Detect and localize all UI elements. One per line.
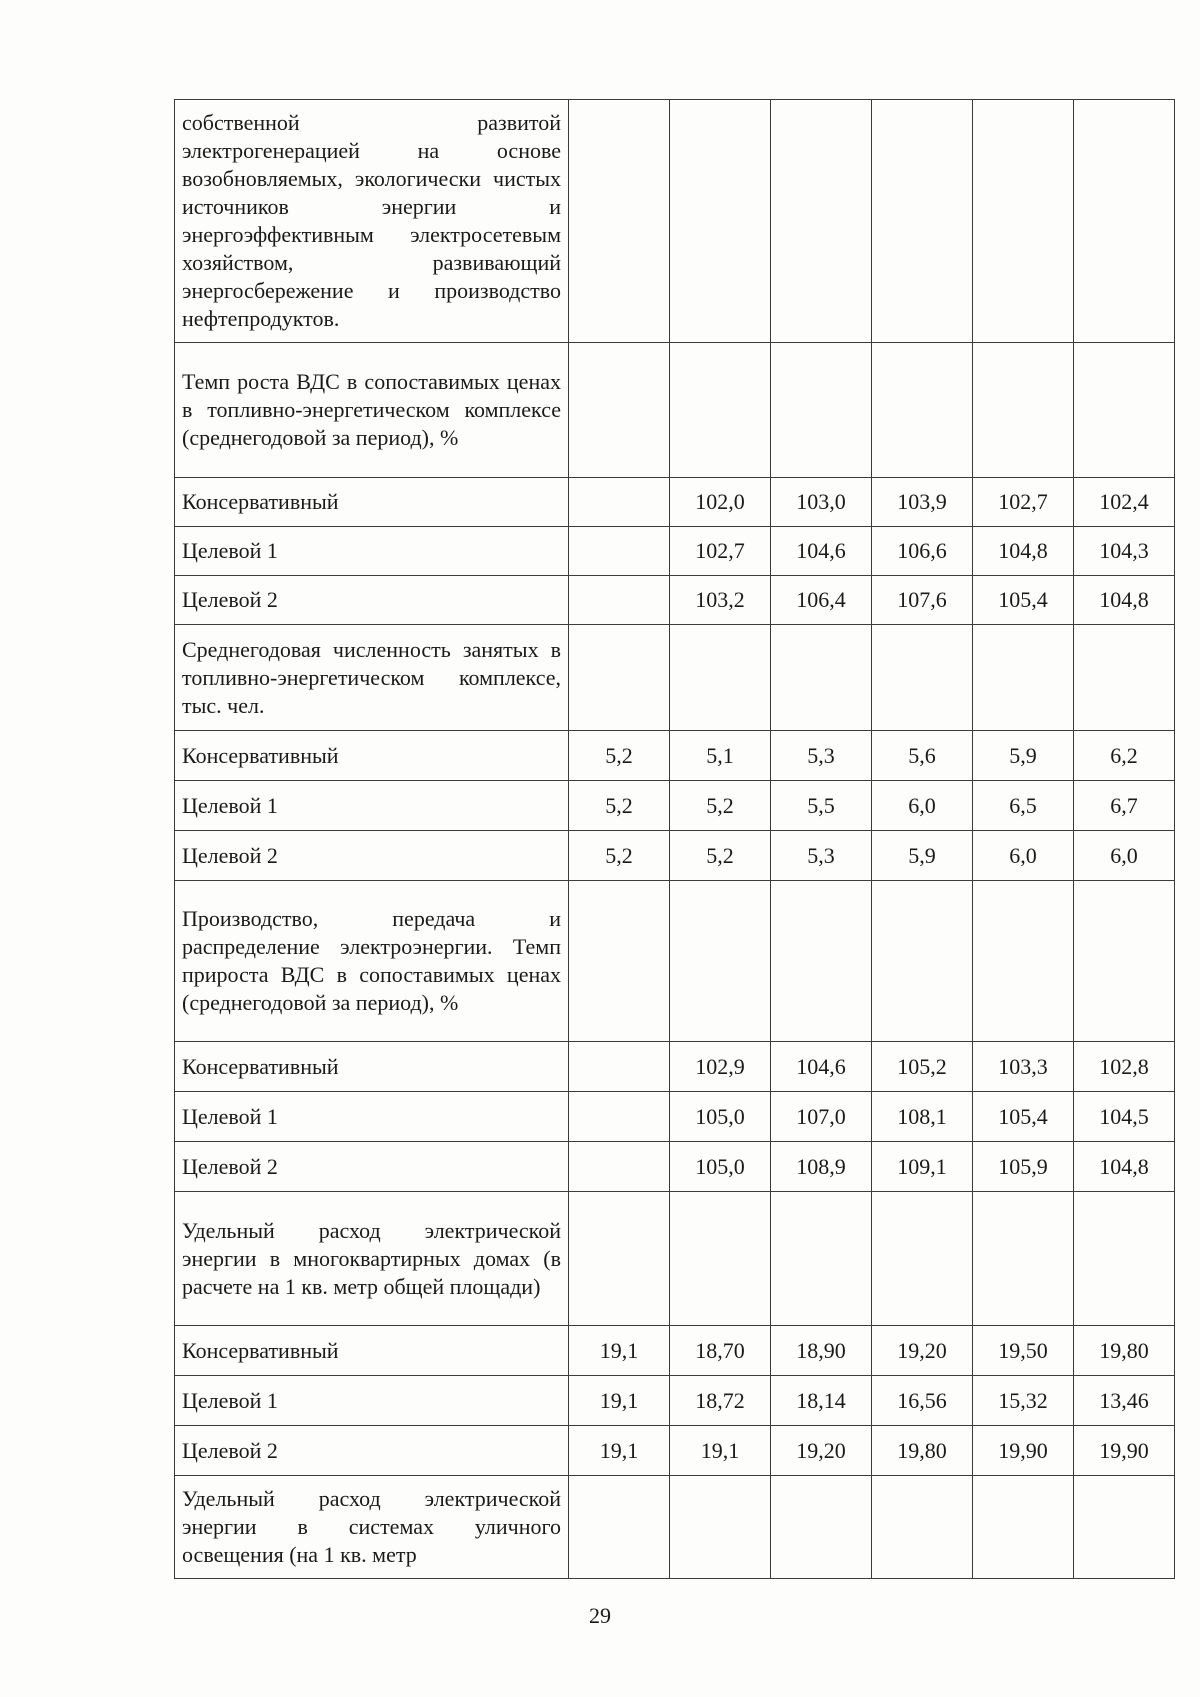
value-cell bbox=[569, 881, 670, 1042]
value-cell: 104,5 bbox=[1074, 1092, 1175, 1142]
value-cell: 5,9 bbox=[973, 731, 1074, 781]
value-cell: 19,20 bbox=[771, 1426, 872, 1476]
scenario-label: Консервативный bbox=[175, 1326, 569, 1376]
value-cell bbox=[569, 1092, 670, 1142]
value-cell bbox=[569, 1142, 670, 1192]
value-cell: 104,3 bbox=[1074, 527, 1175, 576]
indicator-label: Темп роста ВДС в сопоставимых ценах в топливно-энергетическом комплексе (среднегодовой за период), % bbox=[175, 343, 569, 478]
value-cell bbox=[569, 478, 670, 527]
value-cell bbox=[1074, 1192, 1175, 1326]
value-cell bbox=[872, 1476, 973, 1579]
indicator-label: собственной развитой электрогенерацией на основе возобновляемых, экологически чистых источников энергии и энергоэффективным электросетевым хозяйством, развивающий энергосбережение и производство нефтепродуктов. bbox=[175, 100, 569, 343]
value-cell bbox=[670, 343, 771, 478]
value-cell bbox=[569, 100, 670, 343]
value-cell: 18,72 bbox=[670, 1376, 771, 1426]
value-cell: 104,8 bbox=[1074, 576, 1175, 625]
scenario-label: Консервативный bbox=[175, 1042, 569, 1092]
value-cell: 6,0 bbox=[1074, 831, 1175, 881]
value-cell: 19,1 bbox=[569, 1326, 670, 1376]
value-cell bbox=[771, 343, 872, 478]
value-cell bbox=[569, 625, 670, 731]
value-cell bbox=[670, 625, 771, 731]
value-cell bbox=[973, 1192, 1074, 1326]
indicator-row bbox=[175, 1192, 1175, 1326]
value-cell bbox=[569, 576, 670, 625]
value-cell: 6,0 bbox=[872, 781, 973, 831]
value-cell: 19,50 bbox=[973, 1326, 1074, 1376]
value-cell: 18,14 bbox=[771, 1376, 872, 1426]
value-cell bbox=[670, 881, 771, 1042]
value-cell bbox=[973, 100, 1074, 343]
value-cell: 106,6 bbox=[872, 527, 973, 576]
value-cell: 108,9 bbox=[771, 1142, 872, 1192]
table-row bbox=[175, 527, 1175, 576]
table-row bbox=[175, 1426, 1175, 1476]
value-cell bbox=[670, 100, 771, 343]
value-cell: 19,20 bbox=[872, 1326, 973, 1376]
table-row bbox=[175, 781, 1175, 831]
value-cell bbox=[771, 881, 872, 1042]
value-cell: 104,8 bbox=[1074, 1142, 1175, 1192]
value-cell bbox=[771, 100, 872, 343]
table-row bbox=[175, 831, 1175, 881]
value-cell bbox=[771, 1192, 872, 1326]
value-cell bbox=[1074, 100, 1175, 343]
value-cell: 105,0 bbox=[670, 1092, 771, 1142]
value-cell bbox=[771, 1476, 872, 1579]
value-cell: 102,0 bbox=[670, 478, 771, 527]
indicators-table bbox=[174, 99, 1175, 1579]
scenario-label: Целевой 1 bbox=[175, 527, 569, 576]
indicator-row bbox=[175, 625, 1175, 731]
table-row bbox=[175, 1092, 1175, 1142]
scenario-label: Целевой 1 bbox=[175, 1376, 569, 1426]
value-cell bbox=[771, 625, 872, 731]
value-cell: 5,2 bbox=[569, 731, 670, 781]
value-cell: 19,80 bbox=[1074, 1326, 1175, 1376]
value-cell bbox=[872, 1192, 973, 1326]
value-cell: 19,1 bbox=[569, 1376, 670, 1426]
value-cell: 106,4 bbox=[771, 576, 872, 625]
value-cell: 103,2 bbox=[670, 576, 771, 625]
value-cell bbox=[569, 1042, 670, 1092]
value-cell bbox=[670, 1192, 771, 1326]
indicator-label: Среднегодовая численность занятых в топливно-энергетическом комплексе, тыс. чел. bbox=[175, 625, 569, 731]
value-cell: 104,8 bbox=[973, 527, 1074, 576]
value-cell bbox=[569, 1476, 670, 1579]
table-body bbox=[175, 100, 1175, 1579]
value-cell bbox=[1074, 881, 1175, 1042]
value-cell: 5,2 bbox=[670, 831, 771, 881]
table-row bbox=[175, 1042, 1175, 1092]
table-row bbox=[175, 1142, 1175, 1192]
indicator-label: Производство, передача и распределение электроэнергии. Темп прироста ВДС в сопоставимых ценах (среднегодовой за период), % bbox=[175, 881, 569, 1042]
table-row bbox=[175, 1376, 1175, 1426]
value-cell: 19,80 bbox=[872, 1426, 973, 1476]
value-cell bbox=[973, 343, 1074, 478]
value-cell: 19,90 bbox=[1074, 1426, 1175, 1476]
value-cell: 5,2 bbox=[670, 781, 771, 831]
value-cell: 5,2 bbox=[569, 831, 670, 881]
value-cell bbox=[973, 625, 1074, 731]
value-cell: 105,4 bbox=[973, 1092, 1074, 1142]
value-cell: 104,6 bbox=[771, 1042, 872, 1092]
value-cell bbox=[973, 881, 1074, 1042]
indicator-row bbox=[175, 881, 1175, 1042]
table-row bbox=[175, 478, 1175, 527]
value-cell: 5,6 bbox=[872, 731, 973, 781]
value-cell: 102,9 bbox=[670, 1042, 771, 1092]
value-cell: 104,6 bbox=[771, 527, 872, 576]
value-cell: 102,7 bbox=[670, 527, 771, 576]
value-cell: 103,9 bbox=[872, 478, 973, 527]
page-number: 29 bbox=[589, 1603, 611, 1628]
scenario-label: Целевой 2 bbox=[175, 1142, 569, 1192]
value-cell: 105,2 bbox=[872, 1042, 973, 1092]
value-cell: 102,4 bbox=[1074, 478, 1175, 527]
value-cell: 16,56 bbox=[872, 1376, 973, 1426]
value-cell: 19,1 bbox=[670, 1426, 771, 1476]
value-cell bbox=[670, 1476, 771, 1579]
value-cell: 105,9 bbox=[973, 1142, 1074, 1192]
value-cell: 102,8 bbox=[1074, 1042, 1175, 1092]
value-cell: 5,3 bbox=[771, 831, 872, 881]
value-cell bbox=[872, 625, 973, 731]
value-cell: 108,1 bbox=[872, 1092, 973, 1142]
scenario-label: Консервативный bbox=[175, 478, 569, 527]
table-row bbox=[175, 1326, 1175, 1376]
scenario-label: Целевой 2 bbox=[175, 576, 569, 625]
value-cell bbox=[569, 527, 670, 576]
value-cell bbox=[872, 100, 973, 343]
table-row bbox=[175, 731, 1175, 781]
value-cell bbox=[1074, 343, 1175, 478]
value-cell bbox=[569, 343, 670, 478]
value-cell: 107,6 bbox=[872, 576, 973, 625]
value-cell: 105,0 bbox=[670, 1142, 771, 1192]
indicator-row bbox=[175, 100, 1175, 343]
value-cell: 103,3 bbox=[973, 1042, 1074, 1092]
value-cell: 6,2 bbox=[1074, 731, 1175, 781]
table-row bbox=[175, 576, 1175, 625]
value-cell: 19,1 bbox=[569, 1426, 670, 1476]
value-cell: 105,4 bbox=[973, 576, 1074, 625]
value-cell: 5,1 bbox=[670, 731, 771, 781]
value-cell: 102,7 bbox=[973, 478, 1074, 527]
value-cell: 6,5 bbox=[973, 781, 1074, 831]
value-cell: 6,0 bbox=[973, 831, 1074, 881]
value-cell: 15,32 bbox=[973, 1376, 1074, 1426]
indicator-row bbox=[175, 1476, 1175, 1579]
value-cell: 18,70 bbox=[670, 1326, 771, 1376]
value-cell: 5,9 bbox=[872, 831, 973, 881]
value-cell: 13,46 bbox=[1074, 1376, 1175, 1426]
scenario-label: Консервативный bbox=[175, 731, 569, 781]
value-cell: 107,0 bbox=[771, 1092, 872, 1142]
value-cell: 5,5 bbox=[771, 781, 872, 831]
value-cell: 5,3 bbox=[771, 731, 872, 781]
value-cell: 5,2 bbox=[569, 781, 670, 831]
indicator-label: Удельный расход электрической энергии в системах уличного освещения (на 1 кв. метр bbox=[175, 1476, 569, 1579]
value-cell bbox=[1074, 1476, 1175, 1579]
indicator-row bbox=[175, 343, 1175, 478]
value-cell bbox=[1074, 625, 1175, 731]
value-cell: 109,1 bbox=[872, 1142, 973, 1192]
value-cell: 19,90 bbox=[973, 1426, 1074, 1476]
value-cell bbox=[973, 1476, 1074, 1579]
scenario-label: Целевой 1 bbox=[175, 1092, 569, 1142]
scenario-label: Целевой 2 bbox=[175, 1426, 569, 1476]
indicator-label: Удельный расход электрической энергии в многоквартирных домах (в расчете на 1 кв. метр общей площади) bbox=[175, 1192, 569, 1326]
value-cell: 103,0 bbox=[771, 478, 872, 527]
value-cell bbox=[872, 881, 973, 1042]
scenario-label: Целевой 1 bbox=[175, 781, 569, 831]
value-cell bbox=[872, 343, 973, 478]
value-cell: 6,7 bbox=[1074, 781, 1175, 831]
value-cell bbox=[569, 1192, 670, 1326]
value-cell: 18,90 bbox=[771, 1326, 872, 1376]
scenario-label: Целевой 2 bbox=[175, 831, 569, 881]
